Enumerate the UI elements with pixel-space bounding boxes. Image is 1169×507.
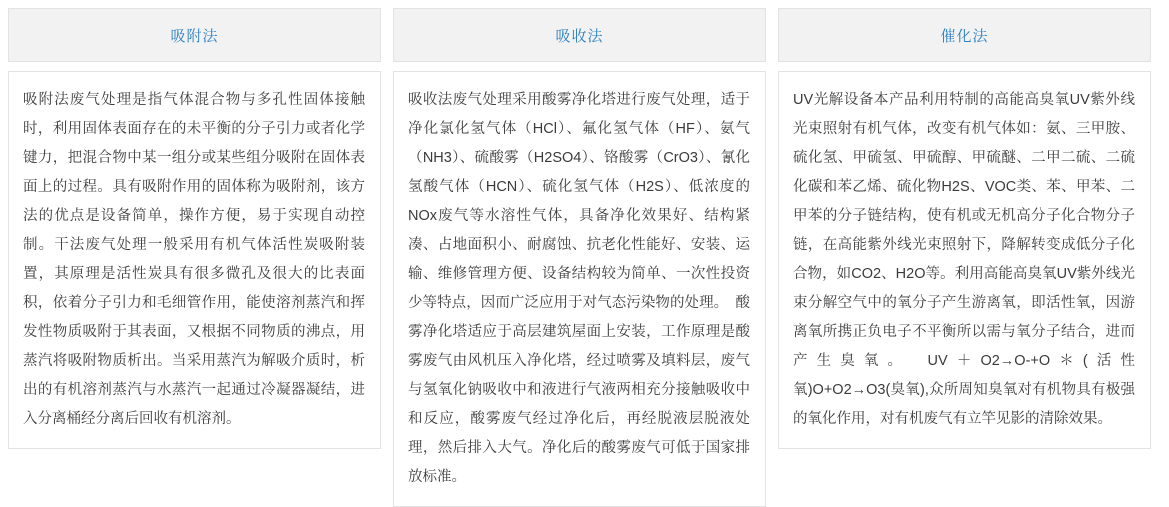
card-header-catalysis xyxy=(778,8,1151,62)
card-absorption xyxy=(393,8,766,507)
card-catalysis xyxy=(778,8,1151,449)
card-title: 催化法 xyxy=(940,27,989,45)
card-header-absorption xyxy=(393,8,766,62)
card-title: 吸收法 xyxy=(555,27,604,45)
card-body-absorption xyxy=(393,71,766,507)
card-header-adsorption xyxy=(8,8,381,62)
card-title: 吸附法 xyxy=(170,27,219,45)
card-body-catalysis xyxy=(778,71,1151,449)
card-paragraph: 吸收法废气处理采用酸雾净化塔进行废气处理，适于净化氯化氢气体（HCl）、氟化氢气体（HF）、氨气（NH3）、硫酸雾（H2SO4）、铬酸雾（CrO3）、氰化氢酸气体（HCN）、硫化氢气体（H2S）、低浓度的NOx废气等水溶性气体，具备净化效果好、结构紧凑、占地面积小、耐腐蚀、抗老化性能好、安装、运输、维修管理方便、设备结构较为简单、一次性投资少等特点，因而广泛应用于对气态污染物的处理。 酸雾净化塔适应于高层建筑屋面上安装，工作原理是酸雾废气由风机压入净化塔，经过喷雾及填料层，废气与氢氧化钠吸收中和液进行气液两相充分接触吸收中和反应，酸雾废气经过净化后，再经脱液层脱液处理，然后排入大气。净化后的酸雾废气可低于国家排放标准。 xyxy=(408,92,750,485)
card-adsorption xyxy=(8,8,381,449)
card-body-adsorption xyxy=(8,71,381,449)
card-paragraph: 吸附法废气处理是指气体混合物与多孔性固体接触时，利用固体表面存在的未平衡的分子引力或者化学键力，把混合物中某一组分或某些组分吸附在固体表面上的过程。具有吸附作用的固体称为吸附剂，该方法的优点是设备简单，操作方便，易于实现自动控制。干法废气处理一般采用有机气体活性炭吸附装置，其原理是活性炭具有很多微孔及很大的比表面积，依着分子引力和毛细管作用，能使溶剂蒸汽和挥发性物质吸附于其表面，又根据不同物质的沸点，用蒸汽将吸附物质析出。当采用蒸汽为解吸介质时，析出的有机溶剂蒸汽与水蒸汽一起通过冷凝器凝结，进入分离桶经分离后回收有机溶剂。 xyxy=(23,92,365,427)
card-paragraph: UV光解设备本产品利用特制的高能高臭氧UV紫外线光束照射有机气体，改变有机气体如：氨、三甲胺、硫化氢、甲硫氢、甲硫醇、甲硫醚、二甲二硫、二硫化碳和苯乙烯、硫化物H2S、VOC类、苯、甲苯、二甲苯的分子链结构，使有机或无机高分子化合物分子链，在高能紫外线光束照射下，降解转变成低分子化合物，如CO2、H2O等。利用高能高臭氧UV紫外线光束分解空气中的氧分子产生游离氧，即活性氧，因游离氧所携正负电子不平衡所以需与氧分子结合，进而产生臭氧。 UV＋O2→O-+O＊(活性氧)O+O2→O3(臭氧),众所周知臭氧对有机物具有极强的氧化作用，对有机废气有立竿见影的清除效果。 xyxy=(793,92,1135,427)
